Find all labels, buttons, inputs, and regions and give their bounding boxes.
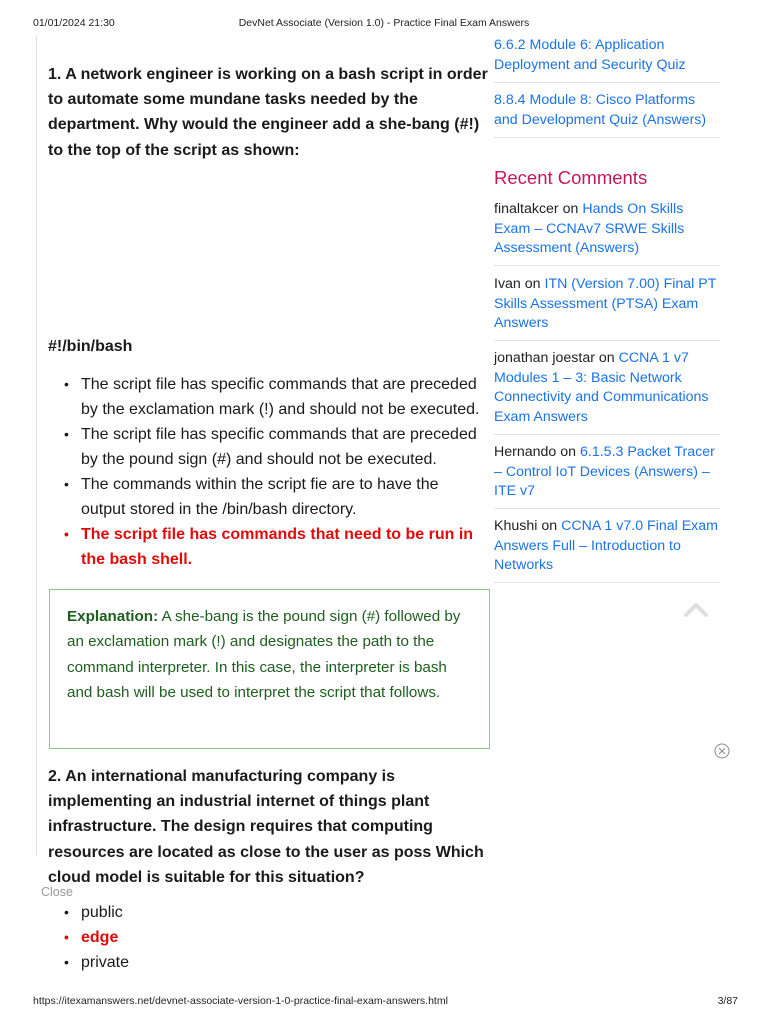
question-1-text: 1. A network engineer is working on a bash script in order to automate some mundane tasks needed by the department. Why would the engineer add a she-bang (#!) to the top of the script as shown: bbox=[48, 66, 488, 159]
comment-author: finaltakcer bbox=[494, 201, 559, 217]
explanation-text: A she-bang is the pound sign (#) followed by an exclamation mark (!) and designates the path to the command interpreter. In this case, the interpreter is bash and bash will be used to interpret the script that follows. bbox=[67, 608, 461, 702]
comment-author: Hernando bbox=[494, 444, 557, 460]
close-ad-link[interactable]: Close bbox=[41, 885, 73, 899]
print-title: DevNet Associate (Version 1.0) - Practice Final Exam Answers bbox=[238, 17, 530, 29]
comment-divider bbox=[494, 265, 722, 266]
comment-item bbox=[494, 200, 722, 259]
explanation-label: Explanation: bbox=[67, 608, 159, 625]
comment-author: jonathan joestar bbox=[494, 350, 595, 366]
comment-post-link[interactable]: 6.1.5.3 Packet Tracer – Control IoT Devices (Answers) – ITE v7 bbox=[494, 444, 715, 500]
option-item: • The script file has specific commands that are preceded by the pound sign (#) and should not be executed. bbox=[64, 422, 484, 472]
comment-item bbox=[494, 517, 722, 576]
comment-on: on bbox=[598, 350, 615, 366]
chevron-up-icon[interactable] bbox=[683, 600, 709, 618]
page-number: 3/87 bbox=[717, 995, 738, 1007]
content-divider bbox=[36, 36, 37, 856]
explanation-box bbox=[49, 589, 490, 749]
comment-on: on bbox=[541, 518, 558, 534]
question-1-options bbox=[64, 372, 484, 572]
print-datetime: 01/01/2024 21:30 bbox=[33, 17, 115, 29]
comment-post-link[interactable]: CCNA 1 v7 Modules 1 – 3: Basic Network Connectivity and Communications Exam Answers bbox=[494, 350, 709, 425]
comment-item bbox=[494, 443, 722, 502]
sidebar-divider bbox=[494, 137, 720, 138]
correct-option-item: • edge bbox=[64, 925, 364, 950]
comment-divider bbox=[494, 340, 722, 341]
close-circle-icon[interactable] bbox=[714, 743, 730, 759]
comment-author: Ivan bbox=[494, 276, 521, 292]
option-item: • public bbox=[64, 900, 364, 925]
comment-divider bbox=[494, 508, 722, 509]
question-2-options bbox=[64, 900, 364, 975]
sidebar-link-module-6-quiz[interactable]: 6.6.2 Module 6: Application Deployment and Security Quiz bbox=[494, 37, 686, 73]
question-1-code: #!/bin/bash bbox=[48, 338, 133, 355]
option-item: • The commands within the script fie are to have the output stored in the /bin/bash directory. bbox=[64, 472, 484, 522]
print-url: https://itexamanswers.net/devnet-associate-version-1-0-practice-final-exam-answers.html bbox=[33, 995, 448, 1007]
option-item: • The script file has specific commands that are preceded by the exclamation mark (!) and should not be executed. bbox=[64, 372, 484, 422]
option-item: • private bbox=[64, 950, 364, 975]
sidebar-link-module-8-quiz[interactable]: 8.8.4 Module 8: Cisco Platforms and Development Quiz (Answers) bbox=[494, 92, 707, 128]
sidebar-divider bbox=[494, 82, 720, 83]
comment-post-link[interactable]: CCNA 1 v7.0 Final Exam Answers Full – Introduction to Networks bbox=[494, 518, 718, 574]
question-2-text: 2. An international manufacturing company is implementing an industrial internet of things plant infrastructure. The design requires that computing resources are located as close to the user as poss Which cloud model is suitable for this situation? bbox=[48, 768, 484, 886]
comment-on: on bbox=[562, 201, 579, 217]
comment-item bbox=[494, 349, 722, 427]
comment-author: Khushi bbox=[494, 518, 538, 534]
comment-on: on bbox=[560, 444, 577, 460]
comment-on: on bbox=[524, 276, 541, 292]
recent-comments-heading: Recent Comments bbox=[494, 167, 648, 188]
comment-post-link[interactable]: Hands On Skills Exam – CCNAv7 SRWE Skills Assessment (Answers) bbox=[494, 201, 685, 257]
correct-option-item: • The script file has commands that need to be run in the bash shell. bbox=[64, 522, 484, 572]
comment-divider bbox=[494, 434, 722, 435]
comment-divider bbox=[494, 582, 722, 583]
comment-post-link[interactable]: ITN (Version 7.00) Final PT Skills Assessment (PTSA) Exam Answers bbox=[494, 276, 717, 332]
comment-item bbox=[494, 275, 722, 334]
